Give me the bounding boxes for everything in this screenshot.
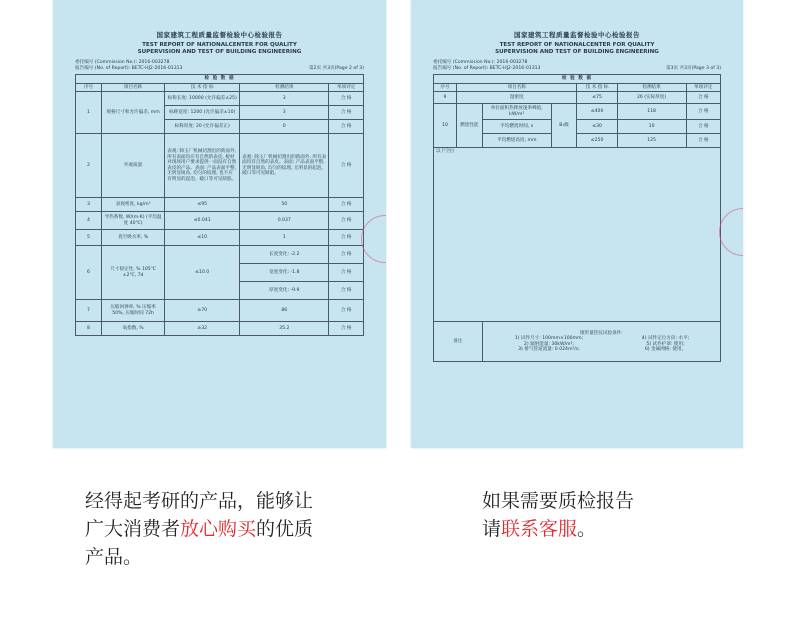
table-row xyxy=(434,104,721,120)
row-no: 3 xyxy=(76,198,102,212)
row-result: 26 (实际厚度) xyxy=(617,92,686,104)
caption-text: 的优质 xyxy=(256,518,314,540)
left-report-no-value: (No. of Report): BETC-HJ2-2016-01313 xyxy=(94,66,183,71)
left-table-heading: 检 验 数 据 xyxy=(76,75,364,84)
header-spec: 技 术 指 标 xyxy=(165,83,240,92)
left-commission-value: (Commission No.): 2016-003278 xyxy=(94,60,170,65)
row-no: 2 xyxy=(76,134,102,198)
row-spec: ≤250 xyxy=(577,134,617,148)
remark-block xyxy=(482,322,720,362)
header-item: 项目名称 xyxy=(456,83,577,92)
row-result: 3 xyxy=(240,106,329,120)
row-grade: 合 格 xyxy=(329,212,364,230)
right-report-title-cn: 国家建筑工程质量监督检验中心检验报告 xyxy=(514,31,640,39)
row-no: 1 xyxy=(76,92,102,134)
left-caption xyxy=(85,487,405,571)
table-row xyxy=(76,246,364,264)
table-row xyxy=(76,212,364,230)
header-result: 检测结果 xyxy=(240,83,329,92)
row-name: 尺寸稳定性, % 105℃±2℃, 7d xyxy=(101,246,164,300)
row-result: 3 xyxy=(240,92,329,106)
header-no: 序号 xyxy=(434,83,457,92)
row-grade: 合 格 xyxy=(329,282,364,300)
remark-line: 4) 试件定位方向: 水平; xyxy=(641,336,690,342)
remark-line: 6) 金属网格: 使用。 xyxy=(644,347,687,353)
row-grade: 合 格 xyxy=(329,106,364,120)
row-spec: 表观: 除玉厂机械切割出的新面外, 所有表面均应有自然的表皮, 板材对现场用户要求提供一面没有自然表皮的产品。表面: 产品表面平整, 无明显锐角, 均匀的纹理, 也不应有明显的起泡、破口等可见缺陷。 xyxy=(165,134,240,198)
caption-highlight: 放心购买 xyxy=(180,518,257,540)
table-row xyxy=(434,322,721,362)
row-grade: 合 格 xyxy=(329,230,364,246)
left-report-title-cn: 国家建筑工程质量监督检验中心检验报告 xyxy=(156,31,283,39)
remark-line: 1) 试件尺寸: 100mm×100mm; xyxy=(514,336,584,342)
row-spec: ≤400 xyxy=(577,104,617,120)
row-result: 125 xyxy=(617,134,686,148)
row-name: 表观密度, kg/m³ xyxy=(101,198,164,212)
row-grade: 合 格 xyxy=(329,264,364,282)
left-caption-line3: 产品。 xyxy=(85,546,143,568)
right-report-meta xyxy=(433,60,721,72)
row-grade: 合 格 xyxy=(329,300,364,322)
remark-line: 3) 排气管道流量: 0.024m³/s; xyxy=(518,347,580,353)
seal-stamp xyxy=(361,215,386,263)
left-table-header-row xyxy=(76,83,364,92)
left-commission-label: 委托编号 xyxy=(75,60,94,65)
row-spec: ≤10 xyxy=(165,230,240,246)
row-result: 长度变化: -2.2 xyxy=(240,246,329,264)
table-row xyxy=(76,198,364,212)
left-report-meta xyxy=(75,60,364,72)
row-name: 单位面积热释放速率峰值, kW/m² xyxy=(482,104,551,120)
table-row xyxy=(76,322,364,336)
right-table-heading: 检 验 数 据 xyxy=(434,75,721,84)
right-title-en-line2: SUPERVISION AND TEST OF BUILDING ENGINEERING xyxy=(495,49,659,55)
row-result: 86 xyxy=(240,300,329,322)
left-report-title-en xyxy=(75,42,364,56)
row-spec: 标称宽度: 1200 (允许偏差±10) xyxy=(165,106,240,120)
caption-text: 广大消费者 xyxy=(85,518,181,540)
row-spec: ≤95 xyxy=(165,198,240,212)
row-grade: 合 格 xyxy=(686,104,720,120)
caption-text: 请 xyxy=(482,518,502,540)
right-data-table xyxy=(433,74,721,362)
right-caption-line2 xyxy=(482,515,722,543)
row-no: 8 xyxy=(76,322,102,336)
header-spec: 技 术 指 标 xyxy=(577,83,617,92)
contact-service-link[interactable]: 联系客服 xyxy=(501,518,578,540)
row-no: 4 xyxy=(76,212,102,230)
left-title-en-line1: TEST REPORT OF NATIONALCENTER FOR QUALITY xyxy=(142,42,297,48)
right-report-title-en xyxy=(433,42,721,56)
remark-line: 锥形量热仪试验条件: xyxy=(579,330,623,336)
row-spec: ≥32 xyxy=(165,322,240,336)
right-title-en-line1: TEST REPORT OF NATIONALCENTER FOR QUALITY xyxy=(499,42,655,48)
row-name: 真空吸水率, % xyxy=(101,230,164,246)
row-name: 平均燃烧时间, s xyxy=(482,120,551,134)
left-report-no-label: 报告编号 xyxy=(75,66,94,71)
row-name: 导热系数, W/(m·K) (平均温度 40℃) xyxy=(101,212,164,230)
row-grade: 合 格 xyxy=(686,134,720,148)
row-result: 表观: 除玉厂机械切割出的新面外, 所有表面均有自然的表皮。表面: 产品表面平整, 无明显锐角, 均匀的纹理, 无明显的起泡、破口等可见缺陷。 xyxy=(240,134,329,198)
right-commission-value: (Commission No.): 2016-003278 xyxy=(452,60,528,65)
right-report-no-value: (No. of Report): BETC-HJ2-2016-01313 xyxy=(452,66,541,71)
row-result: 宽度变化: -1.8 xyxy=(240,264,329,282)
left-caption-line2 xyxy=(85,515,405,543)
row-spec: 标称厚度: 20 (允许偏差正) xyxy=(165,120,240,134)
row-class: B₁级 xyxy=(551,104,577,148)
row-spec: ≤30 xyxy=(577,120,617,134)
row-result: 0 xyxy=(240,120,329,134)
row-grade: 合 格 xyxy=(329,134,364,198)
remark-label: 备注 xyxy=(434,322,483,362)
right-caption-line1: 如果需要质检报告 xyxy=(482,490,635,512)
left-title-en-line2: SUPERVISION AND TEST OF BUILDING ENGINEERING xyxy=(137,49,302,55)
header-result: 检测结果 xyxy=(617,83,686,92)
row-result: 50 xyxy=(240,198,329,212)
row-grade: 合 格 xyxy=(686,120,720,134)
seal-stamp xyxy=(719,208,743,256)
row-no: 6 xyxy=(76,246,102,300)
row-no: 9 xyxy=(434,92,457,104)
row-result: 厚度变化: -9.9 xyxy=(240,282,329,300)
row-group: 燃烧性能 xyxy=(456,104,482,148)
left-caption-line1: 经得起考研的产品，能够让 xyxy=(85,490,314,512)
row-result: 0.037 xyxy=(240,212,329,230)
row-no: 7 xyxy=(76,300,102,322)
header-no: 序号 xyxy=(76,83,102,92)
row-spec: ≤0.041 xyxy=(165,212,240,230)
remark-line: 2) 辐射能量: 30kW/m²; xyxy=(523,341,574,347)
row-spec: ≥70 xyxy=(165,300,240,322)
row-name: 湿密度 xyxy=(456,92,577,104)
right-report-no-label: 报告编号 xyxy=(433,66,452,71)
row-name: 外观质量 xyxy=(101,134,164,198)
blank-note: 以下空白 xyxy=(434,148,721,322)
row-name: 氧指数, % xyxy=(101,322,164,336)
right-commission-label: 委托编号 xyxy=(433,60,452,65)
row-spec: ≤75 xyxy=(577,92,617,104)
table-row xyxy=(434,148,721,322)
row-result: 118 xyxy=(617,104,686,120)
row-result: 1 xyxy=(240,230,329,246)
table-row xyxy=(76,300,364,322)
row-name: 压缩回弹率, % 压缩率 50%, 压缩时间 72h xyxy=(101,300,164,322)
header-grade: 单项评定 xyxy=(686,83,720,92)
row-result: 10 xyxy=(617,120,686,134)
caption-text: 。 xyxy=(577,518,597,540)
header-grade: 单项评定 xyxy=(329,83,364,92)
row-grade: 合 格 xyxy=(329,120,364,134)
row-grade: 合 格 xyxy=(686,92,720,104)
table-row xyxy=(76,230,364,246)
right-report-sheet xyxy=(411,0,743,448)
row-spec: 标称长度: 10000 (允许偏差±25) xyxy=(165,92,240,106)
right-table-header-row xyxy=(434,83,721,92)
remark-line: 5) 试件护罩: 使用; xyxy=(646,341,685,347)
row-name: 平均燃烧高度, mm xyxy=(482,134,551,148)
row-grade: 合 格 xyxy=(329,322,364,336)
row-name: 规格尺寸和允许偏差, mm xyxy=(101,92,164,134)
left-page-label: 第2页 共3页(Page 2 of 3) xyxy=(308,66,364,71)
left-report-sheet xyxy=(53,0,386,448)
row-grade: 合 格 xyxy=(329,92,364,106)
table-row xyxy=(76,92,364,106)
left-data-table xyxy=(75,74,364,336)
row-no: 10 xyxy=(434,104,457,148)
row-result: 35.2 xyxy=(240,322,329,336)
table-row xyxy=(434,92,721,104)
right-caption xyxy=(482,487,722,543)
row-grade: 合 格 xyxy=(329,246,364,264)
table-row xyxy=(76,134,364,198)
header-item: 项目名称 xyxy=(101,83,164,92)
right-page-label: 第3页 共3页(Page 3 of 3) xyxy=(665,66,721,71)
row-spec: ≤10.0 xyxy=(165,246,240,300)
row-no: 5 xyxy=(76,230,102,246)
row-grade: 合 格 xyxy=(329,198,364,212)
